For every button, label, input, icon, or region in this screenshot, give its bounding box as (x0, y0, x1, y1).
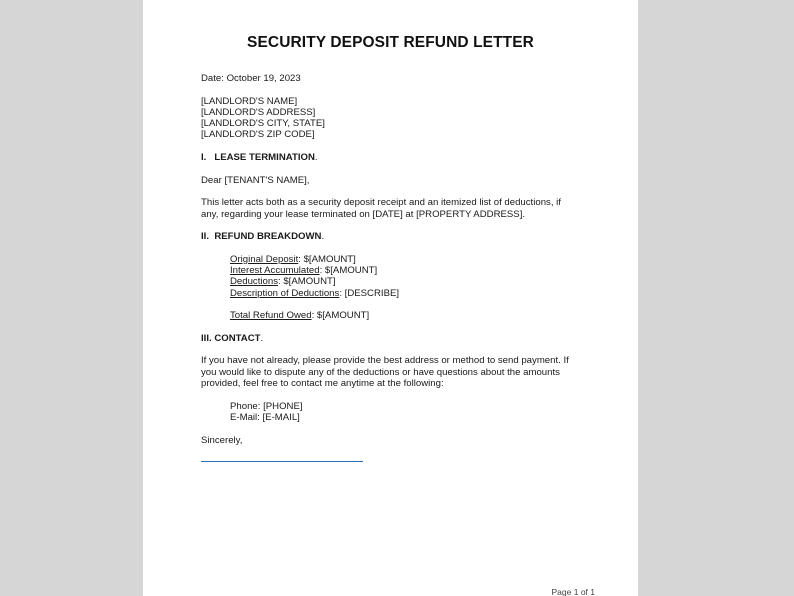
breakdown-item-original-deposit: Original Deposit: $[AMOUNT] (230, 253, 356, 265)
salutation: Dear [TENANT'S NAME], (201, 174, 310, 186)
page-number: Page 1 of 1 (551, 587, 595, 596)
landlord-city-state: [LANDLORD'S CITY, STATE] (201, 118, 325, 130)
breakdown-total: Total Refund Owed: $[AMOUNT] (230, 310, 370, 322)
closing: Sincerely, (201, 434, 243, 446)
contact-paragraph-line-2: you would like to dispute any of the deductions or have questions about the amounts (201, 366, 560, 378)
intro-paragraph-line-1: This letter acts both as a security deposit receipt and an itemized list of deductions, if (201, 197, 561, 209)
breakdown-item-deductions: Deductions: $[AMOUNT] (230, 276, 336, 288)
contact-phone: Phone: [PHONE] (230, 400, 303, 412)
section-heading-contact: III. CONTACT. (201, 332, 264, 344)
section-heading-refund-breakdown: II. REFUND BREAKDOWN. (201, 231, 325, 243)
contact-paragraph-line-3: provided, feel free to contact me anytime at the following: (201, 378, 444, 390)
signature-line (201, 461, 363, 462)
landlord-zip: [LANDLORD'S ZIP CODE] (201, 129, 315, 141)
intro-paragraph-line-2: any, regarding your lease terminated on [DATE] at [PROPERTY ADDRESS]. (201, 208, 526, 220)
breakdown-item-interest: Interest Accumulated: $[AMOUNT] (230, 265, 378, 277)
contact-paragraph-line-1: If you have not already, please provide the best address or method to send payment. If (201, 355, 569, 367)
breakdown-item-description: Description of Deductions: [DESCRIBE] (230, 287, 400, 299)
section-heading-lease-termination: I. LEASE TERMINATION. (201, 152, 318, 164)
document-title: SECURITY DEPOSIT REFUND LETTER (247, 34, 534, 51)
document-page (143, 0, 638, 596)
contact-email: E-Mail: [E-MAIL] (230, 411, 300, 423)
letter-body (201, 73, 591, 462)
landlord-name: [LANDLORD'S NAME] (201, 95, 298, 107)
landlord-address: [LANDLORD'S ADDRESS] (201, 106, 316, 118)
date-line: Date: October 19, 2023 (201, 73, 301, 84)
